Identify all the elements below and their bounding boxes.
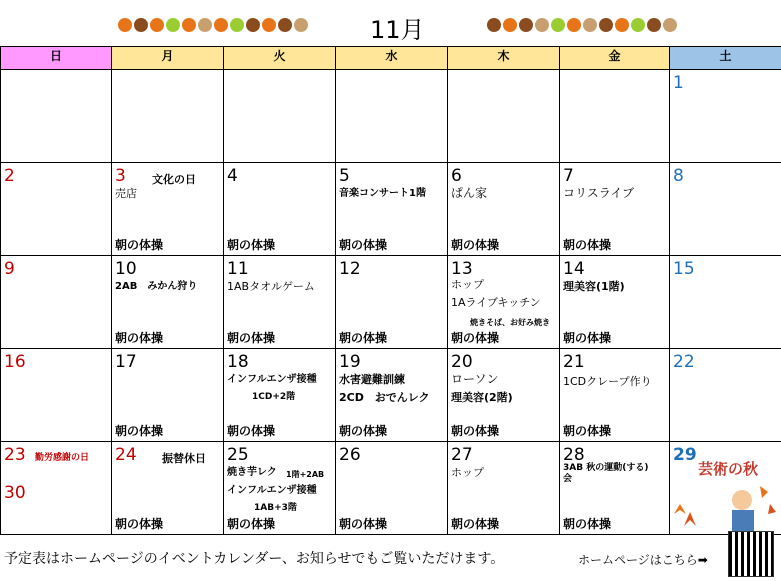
day-number: 6 [451, 166, 462, 186]
event-label: ぱん家 [451, 186, 488, 200]
art-autumn-illustration [672, 456, 778, 534]
event-label: ローソン [451, 372, 499, 386]
day-number: 2 [4, 166, 15, 186]
day-number: 22 [673, 352, 695, 372]
day-cell-17 [112, 349, 224, 442]
event-label: 売店 [115, 187, 137, 200]
exercise-label: 朝の体操 [115, 238, 164, 252]
day-number: 13 [451, 259, 473, 279]
event-label: コリスライブ [563, 186, 635, 200]
event-label: 1CDクレープ作り [563, 375, 652, 388]
exercise-label: 朝の体操 [339, 238, 388, 252]
event-label: 焼きそば、お好み焼き [470, 318, 550, 327]
calendar-grid [0, 46, 781, 535]
day-number: 9 [4, 259, 15, 279]
event-label: ホップ [451, 278, 484, 291]
holiday-label: 勤労感謝の日 [35, 453, 90, 463]
exercise-label: 朝の体操 [115, 424, 164, 438]
day-cell-empty [224, 70, 336, 163]
day-number: 14 [563, 259, 585, 279]
day-number: 7 [563, 166, 574, 186]
event-label: ホップ [451, 466, 484, 479]
day-cell-19 [336, 349, 448, 442]
day-number: 26 [339, 445, 361, 465]
holiday-label: 振替休日 [162, 452, 206, 465]
day-number: 27 [451, 445, 473, 465]
art-autumn-title: 芸術の秋 [698, 460, 759, 478]
event-label: 1CD+2階 [252, 392, 296, 402]
title-bar [0, 0, 781, 46]
exercise-label: 朝の体操 [563, 424, 612, 438]
day-cell-16 [1, 349, 112, 442]
day-cell-20 [448, 349, 560, 442]
day-cell-22 [670, 349, 781, 442]
day-number: 8 [673, 166, 684, 186]
exercise-label: 朝の体操 [115, 331, 164, 345]
autumn-fruit-decoration-left [118, 18, 308, 32]
day-number: 28 [563, 445, 585, 465]
day-cell-empty [1, 70, 112, 163]
event-label: 理美容(1階) [563, 280, 625, 293]
weekday-header-sun: 日 [1, 47, 112, 70]
exercise-label: 朝の体操 [339, 331, 388, 345]
day-cell-27 [448, 442, 560, 535]
exercise-label: 朝の体操 [227, 517, 276, 531]
event-label: 理美容(2階) [451, 391, 513, 404]
event-label: 水害避難訓練 [339, 373, 405, 386]
exercise-label: 朝の体操 [227, 238, 276, 252]
event-label: 焼き芋レク [227, 467, 277, 478]
day-number: 24 [115, 445, 137, 465]
day-number: 25 [227, 445, 249, 465]
day-cell-23 [1, 442, 112, 535]
weekday-header-fri: 金 [560, 47, 670, 70]
day-cell-25 [224, 442, 336, 535]
day-cell-empty [336, 70, 448, 163]
day-number: 20 [451, 352, 473, 372]
event-label: 2CD おでんレク [339, 391, 430, 404]
day-cell-10 [112, 256, 224, 349]
day-number: 15 [673, 259, 695, 279]
day-number: 1 [673, 73, 684, 93]
day-number: 21 [563, 352, 585, 372]
event-label: 2AB みかん狩り [115, 281, 198, 292]
day-cell-empty [560, 70, 670, 163]
exercise-label: 朝の体操 [451, 331, 500, 345]
exercise-label: 朝の体操 [451, 238, 500, 252]
day-cell-8 [670, 163, 781, 256]
day-number: 18 [227, 352, 249, 372]
exercise-label: 朝の体操 [451, 424, 500, 438]
day-number: 17 [115, 352, 137, 372]
event-label: 1AB+3階 [254, 503, 297, 513]
day-cell-7 [560, 163, 670, 256]
day-number: 16 [4, 352, 26, 372]
event-label: 3AB 秋の運動(する) [563, 463, 649, 473]
day-number: 29 [673, 445, 697, 465]
day-cell-26 [336, 442, 448, 535]
exercise-label: 朝の体操 [115, 517, 164, 531]
weekday-header-tue: 火 [224, 47, 336, 70]
day-cell-6 [448, 163, 560, 256]
event-label: 1ABタオルゲーム [227, 280, 315, 293]
weekday-header-wed: 水 [336, 47, 448, 70]
event-label: 文化の日 [152, 173, 196, 186]
event-label: インフルエンザ接種 [227, 485, 317, 496]
day-number: 4 [227, 166, 238, 186]
weekday-header-mon: 月 [112, 47, 224, 70]
exercise-label: 朝の体操 [563, 238, 612, 252]
day-number: 23 [4, 445, 26, 465]
footer-note: 予定表はホームページのイベントカレンダー、お知らせでもご覧いただけます。 [4, 551, 505, 567]
day-cell-13 [448, 256, 560, 349]
qr-code-icon[interactable] [728, 531, 774, 577]
event-label: インフルエンザ接種 [227, 374, 317, 385]
autumn-fruit-decoration-right [487, 18, 677, 32]
day-number: 11 [227, 259, 249, 279]
event-label: 会 [563, 474, 573, 484]
exercise-label: 朝の体操 [451, 517, 500, 531]
homepage-link[interactable]: ホームページはこちら➡ [578, 553, 708, 567]
event-label: 1階+2AB [286, 470, 325, 479]
day-cell-1 [670, 70, 781, 163]
exercise-label: 朝の体操 [339, 424, 388, 438]
day-cell-empty [448, 70, 560, 163]
day-number: 10 [115, 259, 137, 279]
day-number: 30 [4, 483, 26, 503]
day-cell-11 [224, 256, 336, 349]
day-cell-12 [336, 256, 448, 349]
day-cell-24 [112, 442, 224, 535]
exercise-label: 朝の体操 [339, 517, 388, 531]
exercise-label: 朝の体操 [563, 331, 612, 345]
day-cell-14 [560, 256, 670, 349]
day-cell-18 [224, 349, 336, 442]
day-cell-2 [1, 163, 112, 256]
day-cell-3 [112, 163, 224, 256]
event-label: 音楽コンサート1階 [339, 188, 426, 199]
day-number: 3 [115, 166, 126, 186]
day-cell-4 [224, 163, 336, 256]
day-cell-21 [560, 349, 670, 442]
exercise-label: 朝の体操 [227, 424, 276, 438]
exercise-label: 朝の体操 [563, 517, 612, 531]
day-cell-empty [112, 70, 224, 163]
exercise-label: 朝の体操 [227, 331, 276, 345]
day-number: 5 [339, 166, 350, 186]
day-cell-5 [336, 163, 448, 256]
weekday-header-thu: 木 [448, 47, 560, 70]
day-cell-9 [1, 256, 112, 349]
month-title: 11月 [370, 16, 425, 44]
day-cell-28 [560, 442, 670, 535]
weekday-header-sat: 土 [670, 47, 781, 70]
day-number: 12 [339, 259, 361, 279]
day-cell-15 [670, 256, 781, 349]
event-label: 1Aライブキッチン [451, 296, 541, 309]
day-number: 19 [339, 352, 361, 372]
